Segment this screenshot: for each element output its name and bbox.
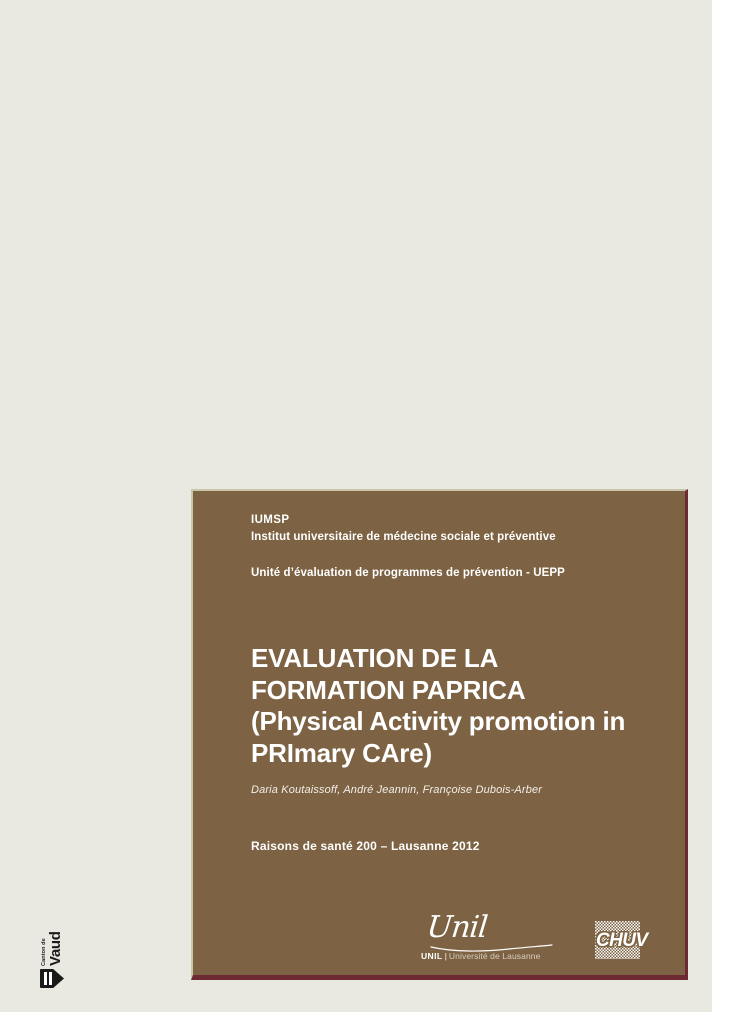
title-line-1: EVALUATION DE LA [251,643,499,673]
institute-unit: Unité d’évaluation de programmes de prévention - UEPP [251,567,565,580]
vaud-label: Vaud [47,931,64,966]
title-line-4: PRImary CAre) [251,738,432,769]
title-line-3: (Physical Activity promotion in [251,706,626,737]
page-title [251,643,667,770]
canton-label: Canton de [40,938,47,966]
institute-header [251,512,667,582]
unil-logo [421,910,569,961]
series-line: Raisons de santé 200 – Lausanne 2012 [251,839,480,853]
title-line-2: FORMATION PAPRICA [251,674,526,705]
unil-university-name: Université de Lausanne [448,951,541,961]
unil-separator: | [444,951,447,961]
institute-acronym: IUMSP [251,514,290,526]
chuv-logo [595,921,657,961]
unil-script-wordmark: Unil [425,910,489,945]
unil-subtitle [421,951,540,961]
chuv-wordmark: CHUV [596,930,648,951]
cover-panel-content [251,491,667,975]
canton-de-vaud-logo-inner [24,904,64,988]
cover-panel [191,489,688,980]
vaud-shield-icon [40,969,64,988]
authors-line: Daria Koutaissoff, André Jeannin, Françoise Dubois-Arber [251,784,543,796]
institute-name: Institut universitaire de médecine sociale et préventive [251,530,556,543]
canton-de-vaud-logo [24,904,68,988]
logo-row [421,910,657,961]
unil-bold-label: UNIL [421,951,443,961]
canton-de-vaud-logo-text [42,931,65,966]
